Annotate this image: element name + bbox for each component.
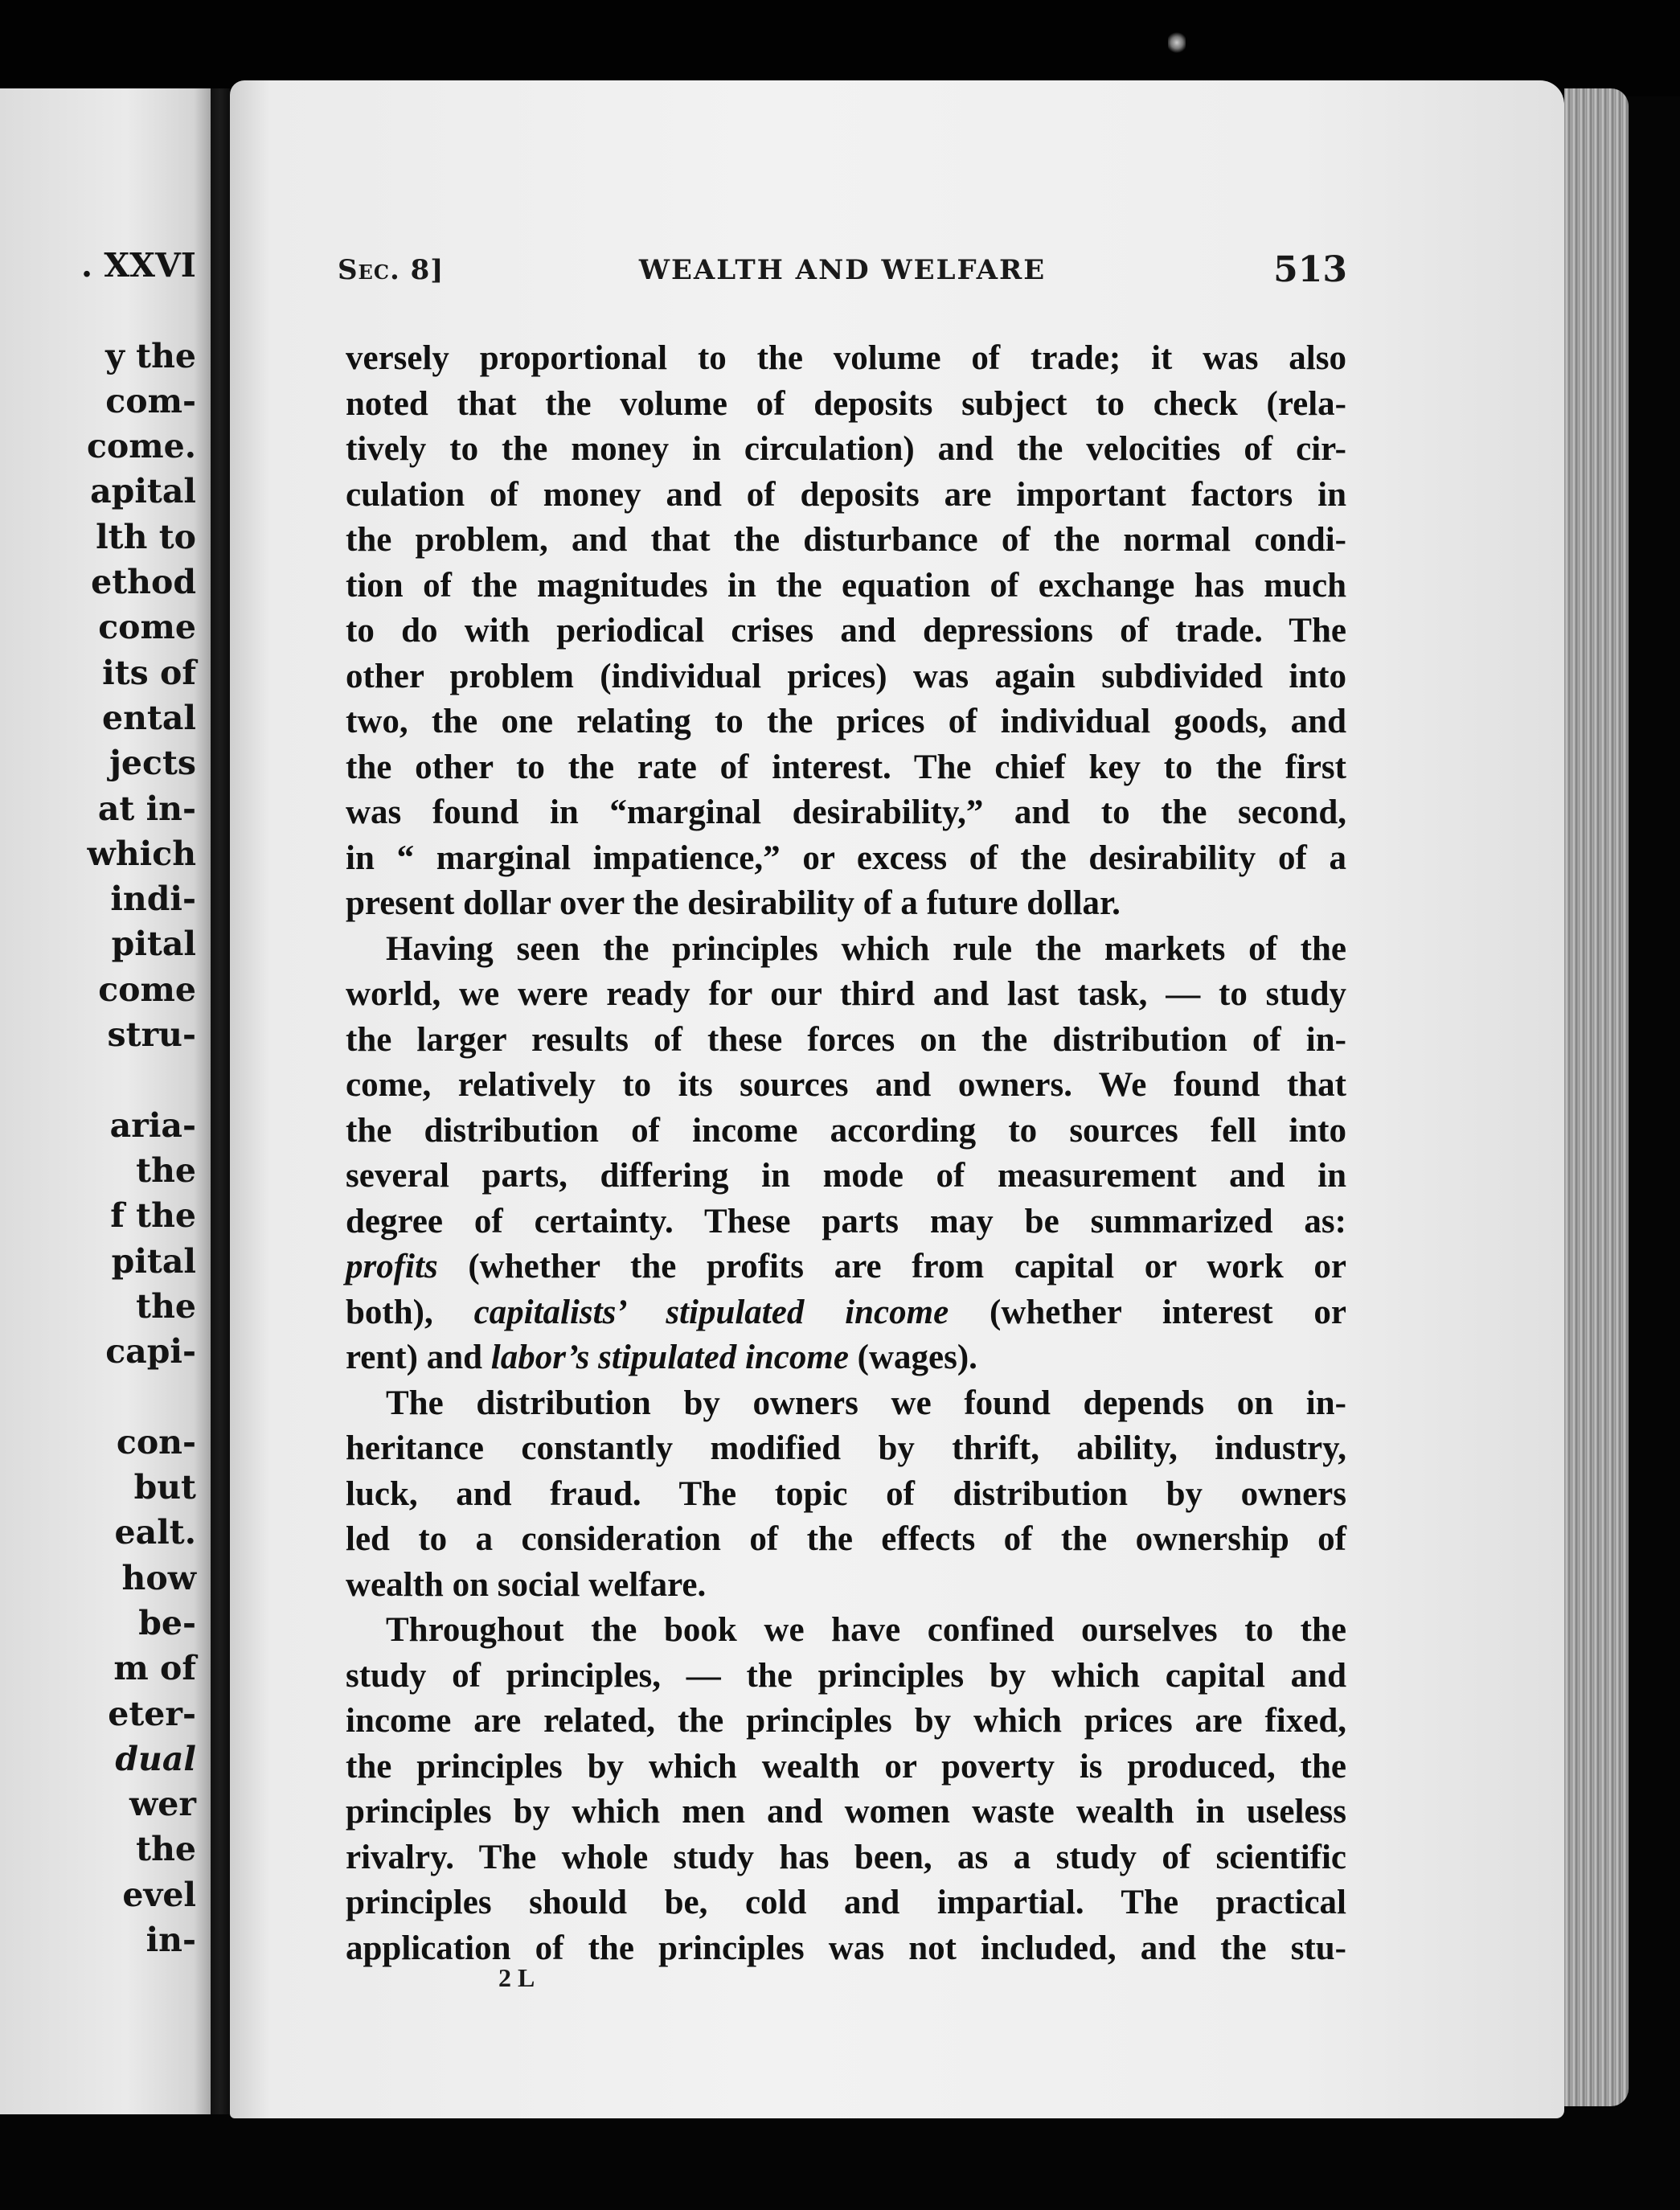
body-line: tion of the magnitudes in the equation of exchange has much	[346, 566, 1346, 605]
left-page-line: m of	[113, 1649, 196, 1688]
left-page-line: jects	[109, 744, 196, 783]
body-line: principles by which men and women waste wealth in useless	[346, 1793, 1346, 1831]
left-page-line: com-	[105, 381, 196, 420]
body-line: several parts, differing in mode of measurement and in	[346, 1157, 1346, 1195]
line-text: (whether interest or	[949, 1293, 1346, 1331]
left-page-line: wer	[129, 1785, 196, 1824]
scan-artifact	[1168, 31, 1186, 55]
body-line: The distribution by owners we found depends on in-	[386, 1384, 1346, 1422]
left-page-line: how	[121, 1558, 196, 1597]
body-line-profits	[346, 1244, 1346, 1290]
body-line: world, we were ready for our third and last task, — to study	[346, 975, 1346, 1013]
left-page-line: ental	[102, 698, 196, 737]
left-page-line: eter-	[108, 1694, 196, 1733]
left-page-line: the	[136, 1286, 196, 1326]
body-line: present dollar over the desirability of a future dollar.	[346, 884, 1121, 922]
left-page-line: ethod	[91, 563, 196, 602]
left-page-line: come	[98, 970, 196, 1009]
body-line: rivalry. The whole study has been, as a study of scientific	[346, 1838, 1346, 1876]
left-page-line: lth to	[96, 517, 196, 556]
body-line: noted that the volume of deposits subject to check (rela-	[346, 384, 1346, 423]
body-line: the problem, and that the disturbance of the normal condi-	[346, 521, 1346, 559]
line-text: (whether the profits are from capital or work or	[437, 1248, 1346, 1285]
body-line: was found in “marginal desirability,” and to the second,	[346, 793, 1346, 831]
line-text: (wages).	[848, 1339, 977, 1376]
running-head	[338, 249, 1347, 297]
body-line: two, the one relating to the prices of individual goods, and	[346, 703, 1346, 740]
left-page-line: f the	[110, 1196, 196, 1236]
left-page-line: the	[136, 1150, 196, 1190]
body-line: Throughout the book we have confined ourselves to the	[386, 1611, 1346, 1649]
body-line: culation of money and of deposits are important factors in	[346, 475, 1346, 514]
body-line: luck, and fraud. The topic of distribution by owners	[346, 1474, 1346, 1513]
left-page-line: at in-	[97, 789, 196, 828]
left-page-line	[0, 1057, 196, 1102]
body-line: in “ marginal impatience,” or excess of the desirability of a	[346, 838, 1346, 877]
left-page-line: pital	[111, 1241, 196, 1281]
left-page-text	[0, 243, 196, 1962]
body-line-capitalists	[346, 1290, 1346, 1336]
left-page-line: y the	[105, 336, 196, 375]
body-text	[346, 336, 1346, 1971]
body-line: heritance constantly modified by thrift, ability, industry,	[346, 1429, 1346, 1467]
term-capitalists-income: capitalists’ stipulated income	[473, 1293, 949, 1331]
chapter-title: WEALTH AND WELFARE	[638, 254, 1047, 286]
body-line: the distribution of income according to sources fell into	[346, 1111, 1346, 1150]
left-page-line: indi-	[110, 879, 196, 919]
left-page-line: con-	[116, 1422, 196, 1462]
body-line: the principles by which wealth or poverty is produced, the	[346, 1747, 1346, 1786]
body-line: wealth on social welfare.	[346, 1565, 707, 1604]
page-edge-stack	[1564, 88, 1629, 2106]
body-line: come, relatively to its sources and owners. We found that	[346, 1066, 1346, 1104]
body-line: application of the principles was not included, and the stu-	[346, 1929, 1346, 1967]
body-line: income are related, the principles by which prices are fixed,	[346, 1702, 1346, 1740]
left-page-line: the	[136, 1830, 196, 1869]
left-page-line	[0, 288, 196, 333]
body-line: Having seen the principles which rule the markets of the	[386, 929, 1346, 968]
left-page-line: in-	[145, 1920, 196, 1959]
left-page-line: come.	[86, 427, 196, 466]
left-page-line: evel	[122, 1875, 196, 1914]
body-line: principles should be, cold and impartial. The practical	[346, 1884, 1346, 1921]
left-page-line: but	[133, 1468, 196, 1507]
left-page-line: aria-	[109, 1105, 196, 1145]
left-page-line: come	[98, 608, 196, 647]
line-text: both),	[346, 1293, 474, 1331]
page-number: 513	[1273, 249, 1347, 290]
left-page-line: be-	[138, 1603, 196, 1642]
line-text: rent) and	[346, 1339, 491, 1376]
left-page-line: ealt.	[114, 1513, 196, 1552]
body-line-labor	[346, 1335, 1346, 1381]
section-label: Sec. 8]	[338, 254, 445, 286]
body-line: versely proportional to the volume of trade; it was also	[346, 339, 1346, 377]
signature-mark: 2 L	[498, 1963, 535, 1992]
body-line: led to a consideration of the effects of the ownership of	[346, 1520, 1346, 1558]
left-page-line: its of	[102, 653, 196, 692]
left-page-line: apital	[90, 472, 196, 511]
term-labor-income: labor’s stipulated income	[490, 1339, 849, 1376]
left-facing-page	[0, 88, 211, 2114]
term-profits: profits	[346, 1248, 438, 1285]
left-page-line: dual	[115, 1739, 196, 1778]
body-line: other problem (individual prices) was again subdivided into	[346, 657, 1346, 695]
body-line: the other to the rate of interest. The chief key to the first	[346, 748, 1346, 786]
body-line: tively to the money in circulation) and the velocities of cir-	[346, 430, 1346, 468]
body-line: to do with periodical crises and depressions of trade. The	[346, 612, 1346, 650]
left-page-line: stru-	[107, 1015, 196, 1055]
left-page-line: pital	[111, 925, 196, 964]
left-page-line: . XXVI	[80, 246, 196, 285]
left-page-line: which	[87, 834, 196, 873]
left-page-line	[0, 1374, 196, 1419]
body-line: the larger results of these forces on the distribution of in-	[346, 1020, 1346, 1059]
left-page-line: capi-	[105, 1332, 196, 1372]
body-line: study of principles, — the principles by which capital and	[346, 1656, 1346, 1695]
body-line: degree of certainty. These parts may be summarized as:	[346, 1202, 1346, 1240]
book-gutter	[211, 88, 230, 2114]
